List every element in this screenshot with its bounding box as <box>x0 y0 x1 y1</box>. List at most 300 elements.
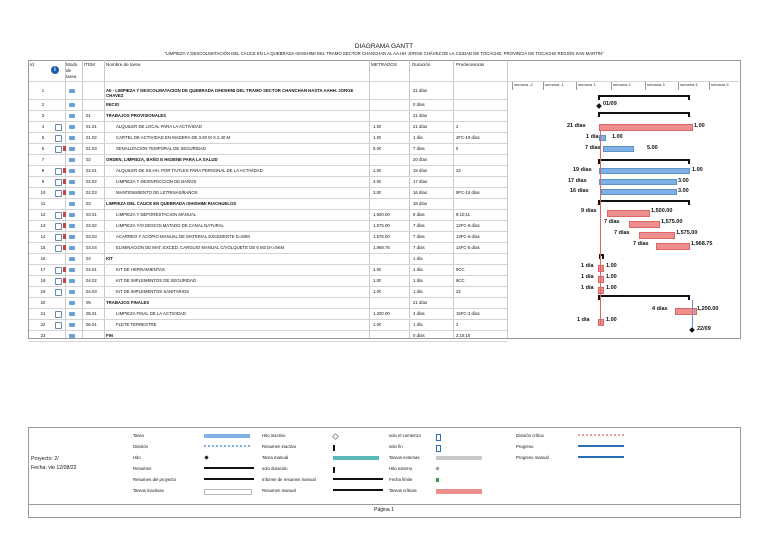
task-name: KIT <box>106 256 113 261</box>
duration-value: 0 días <box>413 102 425 107</box>
legend-label: Resumen manual <box>262 488 296 493</box>
task-bar <box>599 168 690 174</box>
person-icon <box>63 146 66 151</box>
week-label: semana 3 <box>645 82 665 90</box>
legend-swatch <box>578 456 624 458</box>
row-item: 04 <box>86 256 91 261</box>
row-item: 05 <box>86 300 91 305</box>
task-mode-icon <box>69 257 75 261</box>
duration-value: 4 días <box>413 311 425 316</box>
row-item: 06.01 <box>86 322 97 327</box>
task-mode-icon <box>69 114 75 118</box>
bar-duration-label: 7 días <box>614 230 630 236</box>
project-date: Fecha: vie 12/08/22 <box>31 465 77 471</box>
bar-value-label: 1.00 <box>606 285 617 291</box>
row-item: 01.02 <box>86 135 97 140</box>
row-item: 02.03 <box>86 190 97 195</box>
row-item: 05.01 <box>86 311 97 316</box>
legend-label: División crítica <box>516 433 544 438</box>
bar-value-label: 1.00 <box>694 123 705 129</box>
calendar-icon <box>55 245 62 252</box>
task-mode-icon <box>69 180 75 184</box>
bar-duration-label: 1 día <box>577 317 590 323</box>
calendar-icon <box>55 135 62 142</box>
calendar-icon <box>55 212 62 219</box>
calendar-icon <box>55 179 62 186</box>
legend-swatch <box>578 434 624 436</box>
task-mode-icon <box>69 279 75 283</box>
metrados-value: 1,200.00 <box>373 311 390 316</box>
task-mode-icon <box>69 169 75 173</box>
row-item: 03 <box>86 201 91 206</box>
critical-task-bar <box>598 265 604 272</box>
duration-value: 19 días <box>413 168 428 173</box>
row-id: 14 <box>40 234 46 239</box>
person-icon <box>63 168 66 173</box>
predecessor-value: 2;16;19 <box>456 333 471 338</box>
calendar-icon <box>55 289 62 296</box>
col-header-id: Id <box>30 62 34 67</box>
bar-value-label: 1.00 <box>692 167 703 173</box>
duration-value: 9 días <box>413 212 425 217</box>
calendar-icon <box>55 223 62 230</box>
legend-label: solo duración <box>262 466 288 471</box>
duration-value: 1 día <box>413 322 423 327</box>
row-divider <box>29 220 507 221</box>
task-name: CARTEL DE ACTIVIDAD EN MADERA DE 3.60 M X 2.40 M <box>116 135 231 140</box>
predecessor-value: 14FC-5 días <box>456 245 480 250</box>
row-item: 04.03 <box>86 289 97 294</box>
week-label: semana 5 <box>709 82 729 90</box>
legend-swatch <box>204 445 250 447</box>
task-mode-icon <box>69 125 75 129</box>
metrados-value: 5.00 <box>373 146 382 151</box>
bar-duration-label: 1 día <box>581 285 594 291</box>
row-divider <box>29 242 507 243</box>
legend-swatch <box>436 456 482 460</box>
task-name: KIT DE IMPLEMENTOS DE SEGURIDAD <box>116 278 197 283</box>
row-id: 23 <box>40 333 46 338</box>
legend-label: Tarea manual <box>262 455 289 460</box>
bar-value-label: 1,200.00 <box>697 306 719 312</box>
task-name: FLETE TERRESTRE <box>116 322 157 327</box>
critical-task-bar <box>599 124 693 131</box>
person-icon <box>63 267 66 272</box>
legend-label: Resumen <box>133 466 152 471</box>
row-divider <box>29 286 507 287</box>
task-mode-icon <box>69 191 75 195</box>
predecessor-value: 9;10;11 <box>456 212 471 217</box>
duration-value: 16 días <box>413 190 428 195</box>
row-id: 11 <box>40 201 46 206</box>
task-bar <box>599 179 677 185</box>
metrados-value: 1.00 <box>373 322 382 327</box>
task-name: ELIMINACION DE MAT. EXCED. CARGUIO MANUAL C/VOLQUETE DE 6 M3 D<=5KM <box>116 245 285 250</box>
row-divider <box>29 132 507 133</box>
info-icon: i <box>51 66 59 74</box>
task-mode-icon <box>69 136 75 140</box>
legend-label: Resumen inactivo <box>262 444 297 449</box>
duration-value: 1 día <box>413 256 423 261</box>
metrados-value: 1.00 <box>373 168 382 173</box>
legend-label: División <box>133 444 149 449</box>
row-id: 10 <box>40 190 46 195</box>
bar-duration-label: 9 días <box>581 208 597 214</box>
calendar-icon <box>55 267 62 274</box>
week-label: semana 1 <box>576 82 596 90</box>
bar-value-label: 1.00 <box>612 134 623 140</box>
person-icon <box>63 245 66 250</box>
legend-swatch <box>204 434 250 438</box>
row-item: 03.02 <box>86 223 97 228</box>
legend-swatch <box>204 489 252 495</box>
legend-label: Progreso manual <box>516 455 549 460</box>
row-id: 8 <box>41 168 45 173</box>
row-item: 01.03 <box>86 146 97 151</box>
header-divider <box>29 81 739 82</box>
row-divider <box>29 121 507 122</box>
predecessor-value: 22 <box>456 168 461 173</box>
bar-value-label: 1.00 <box>606 274 617 280</box>
metrados-value: 1,575.00 <box>373 223 390 228</box>
row-id: 22 <box>40 322 46 327</box>
predecessor-value: 4FC-19 días <box>456 135 480 140</box>
row-id: 16 <box>40 256 46 261</box>
bar-value-label: 1,500.00 <box>651 208 673 214</box>
critical-task-bar <box>639 232 675 239</box>
predecessor-value: 15FC-3 días <box>456 311 480 316</box>
row-divider <box>29 198 507 199</box>
duration-value: 18 días <box>413 201 428 206</box>
legend-label: Tareas inactivas <box>133 488 164 493</box>
calendar-icon <box>55 146 62 153</box>
week-label: semana -2 <box>512 82 533 90</box>
task-name: LIMPIEZA FINAL DE LA ACTIVIDAD <box>116 311 186 316</box>
task-name: LIMPIEZA DEL CAUCE EN QUEBRADA ISHISHIMI RIACHUELOS <box>106 201 237 206</box>
predecessor-value: 9CC <box>456 278 465 283</box>
row-divider <box>29 187 507 188</box>
legend-label: Progreso <box>516 444 534 449</box>
critical-task-bar <box>607 210 650 217</box>
row-id: 6 <box>41 146 45 151</box>
row-id: 20 <box>40 300 46 305</box>
legend-label: Tareas críticas <box>389 488 417 493</box>
row-id: 13 <box>40 223 46 228</box>
row-divider <box>29 297 507 298</box>
metrados-value: 1.00 <box>373 124 382 129</box>
week-label: semana 4 <box>678 82 698 90</box>
task-bar <box>603 146 634 152</box>
legend-swatch <box>333 445 335 451</box>
metrados-value: 1.00 <box>373 267 382 272</box>
row-id: 21 <box>40 311 46 316</box>
duration-value: 0 días <box>413 333 425 338</box>
legend-label: Tarea <box>133 433 144 438</box>
task-name: TRABAJOS FINALES <box>106 300 150 305</box>
row-divider <box>29 308 507 309</box>
row-item: 03.01 <box>86 212 97 217</box>
duration-value: 17 días <box>413 179 428 184</box>
predecessor-value: 12FC-8 días <box>456 223 480 228</box>
bar-duration-label: 21 días <box>567 123 586 129</box>
bar-duration-label: 4 días <box>652 306 668 312</box>
row-id: 1 <box>41 88 45 93</box>
bar-duration-label: 1 día <box>581 274 594 280</box>
bar-duration-label: 7 días <box>585 145 601 151</box>
row-divider <box>29 319 507 320</box>
metrados-value: 3.00 <box>373 179 382 184</box>
metrados-value: 3.00 <box>373 190 382 195</box>
end-date-label: 22/09 <box>697 326 711 332</box>
row-divider <box>29 209 507 210</box>
legend-label: Hito <box>133 455 141 460</box>
row-id: 18 <box>40 278 46 283</box>
row-divider <box>29 99 507 100</box>
critical-task-bar <box>629 221 660 228</box>
col-header-name: Nombre de tarea <box>106 62 141 67</box>
bar-duration-label: 7 días <box>633 241 649 247</box>
predecessor-value: 2 <box>456 322 459 327</box>
legend-label: Tareas externas <box>389 455 420 460</box>
task-name: SENALIZACION TEMPORAL DE SEGURIDAD <box>116 146 207 151</box>
week-label: semana -1 <box>543 82 564 90</box>
col-header-duracion: Duración <box>412 62 431 67</box>
duration-value: 1 día <box>413 289 423 294</box>
summary-bar <box>598 95 690 97</box>
bar-duration-label: 1 día <box>581 263 594 269</box>
dependency-line <box>600 130 601 325</box>
bar-duration-label: 19 días <box>573 167 592 173</box>
calendar-icon <box>55 278 62 285</box>
task-bar <box>601 189 677 195</box>
metrados-value: 1,575.00 <box>373 234 390 239</box>
summary-bar <box>598 295 690 297</box>
legend-label: Resumen del proyecto <box>133 477 176 482</box>
duration-value: 21 días <box>413 88 428 93</box>
metrados-value: 1.00 <box>373 135 382 140</box>
col-header-metrados: METRADOS <box>371 62 398 67</box>
task-mode-icon <box>69 312 75 316</box>
legend-swatch <box>436 445 441 452</box>
row-item: 04.01 <box>86 267 97 272</box>
bar-value-label: 1.00 <box>606 263 617 269</box>
row-item: 04.02 <box>86 278 97 283</box>
duration-value: 1 día <box>413 278 423 283</box>
task-mode-icon <box>69 213 75 217</box>
duration-value: 7 días <box>413 223 425 228</box>
bar-value-label: 3.00 <box>678 188 689 194</box>
critical-task-bar <box>598 319 604 326</box>
row-divider <box>29 110 507 111</box>
legend-swatch <box>436 478 439 482</box>
task-mode-icon <box>69 246 75 250</box>
task-name: ORDEN, LIMPIEZA, BAÑO E HIGIENE PARA LA SALUD <box>106 157 218 162</box>
bar-duration-label: 7 días <box>604 219 620 225</box>
row-id: 15 <box>40 245 46 250</box>
col-header-item: ITEM <box>84 62 95 67</box>
row-id: 12 <box>40 212 46 217</box>
legend-swatch <box>204 478 254 480</box>
task-mode-icon <box>69 235 75 239</box>
row-divider <box>29 176 507 177</box>
row-divider <box>29 341 507 342</box>
row-id: 17 <box>40 267 46 272</box>
task-mode-icon <box>69 158 75 162</box>
duration-value: 21 días <box>413 113 428 118</box>
summary-bar <box>598 200 690 202</box>
gantt-subtitle: "LIMPIEZA Y DESCOLMATACIÓN DEL CAUCE EN LA QUEBRADA ISHISHIMI DEL TRAMO SECTOR CHANCHAN AL AA.HH JORGE CHÁVEZ DE LA CIUDAD DE TOCACHE, PROVINCIA DE TOCACHE REGIÓN SAN MARTÍN" <box>164 51 604 56</box>
legend-swatch <box>204 467 254 469</box>
person-icon <box>63 179 66 184</box>
predecessor-value: 9CC <box>456 267 465 272</box>
duration-value: 7 días <box>413 234 425 239</box>
bar-value-label: 1,968.75 <box>691 241 713 247</box>
row-id: 19 <box>40 289 46 294</box>
legend-swatch <box>333 467 335 473</box>
person-icon <box>63 223 66 228</box>
legend-swatch <box>578 445 624 447</box>
person-icon <box>63 212 66 217</box>
row-divider <box>29 154 507 155</box>
bar-duration-label: 17 días <box>568 178 587 184</box>
duration-value: 1 día <box>413 267 423 272</box>
legend-label: Fecha límite <box>389 477 413 482</box>
critical-task-bar <box>656 243 690 250</box>
duration-value: 21 días <box>413 124 428 129</box>
task-mode-icon <box>69 301 75 305</box>
predecessor-value: 22 <box>456 289 461 294</box>
task-mode-icon <box>69 334 75 338</box>
calendar-icon <box>55 322 62 329</box>
task-name: LIMPIEZA Y DESINFECCION DE BAÑOS <box>116 179 197 184</box>
bar-value-label: 3.00 <box>678 178 689 184</box>
task-name: LIMPIEZA Y/O DESCOLMATADO DE CANAL NATURAL <box>116 223 224 228</box>
legend-label: solo fin <box>389 444 403 449</box>
calendar-icon <box>55 190 62 197</box>
person-icon <box>63 234 66 239</box>
bar-duration-label: 16 días <box>570 188 589 194</box>
legend-swatch <box>333 489 383 491</box>
task-name: KIT DE IMPLEMENTOS SANITARIOS <box>116 289 190 294</box>
legend-swatch <box>333 456 379 460</box>
gantt-title: DIAGRAMA GANTT <box>354 43 414 50</box>
task-name: AII - LIMPIEZA Y DESCOLMATACION DE QUEBRADA ISHISHIMI DEL TRAMO SECTOR CHANCHAN HASTA AAHH. JORGE CHAVEZ <box>106 88 354 98</box>
row-divider <box>29 330 507 331</box>
row-divider <box>29 264 507 265</box>
legend-label: Hito inactivo <box>262 433 286 438</box>
row-item: 01 <box>86 113 91 118</box>
task-name: ALQUILER DE SS.HH. POR TAITLES PARA PERSONAL DE LA ACTIVIDAD <box>116 168 263 173</box>
legend-label: Hito externo <box>389 466 413 471</box>
duration-value: 21 días <box>413 300 428 305</box>
row-item: 02 <box>86 157 91 162</box>
row-id: 9 <box>41 179 45 184</box>
project-label: Proyecto: 2/ <box>31 456 59 462</box>
start-date-label: 01/09 <box>603 101 617 107</box>
task-name: FIN <box>106 333 113 338</box>
bar-duration-label: 1 día <box>586 134 599 140</box>
row-divider <box>29 231 507 232</box>
dependency-line <box>692 300 693 328</box>
task-mode-icon <box>69 268 75 272</box>
task-name: TRABAJOS PROVISIONALES <box>106 113 167 118</box>
legend-swatch <box>436 489 482 494</box>
col-divider <box>507 60 508 338</box>
calendar-icon <box>55 168 62 175</box>
predecessor-value: 2 <box>456 124 459 129</box>
col-header-predecesoras: Predecesoras <box>456 62 485 67</box>
week-label: semana 2 <box>611 82 631 90</box>
metrados-value: 1.00 <box>373 289 382 294</box>
metrados-value: 1,500.00 <box>373 212 390 217</box>
metrados-value: 1,968.75 <box>373 245 390 250</box>
duration-value: 1 día <box>413 135 423 140</box>
task-name: LIMPIEZA Y DEFORESTACION MANUAL <box>116 212 197 217</box>
row-id: 5 <box>41 135 45 140</box>
task-name: ALQUILER DE LOCAL PARA LA ACTIVIDAD <box>116 124 202 129</box>
row-divider <box>29 253 507 254</box>
summary-bar <box>598 112 690 114</box>
calendar-icon <box>55 311 62 318</box>
predecessor-value: 9FC-16 días <box>456 190 480 195</box>
duration-value: 20 días <box>413 157 428 162</box>
row-item: 03.04 <box>86 245 97 250</box>
row-id: 2 <box>41 102 45 107</box>
task-name: INICIO <box>106 102 120 107</box>
predecessor-value: 13FC-6 días <box>456 234 480 239</box>
col-header-mode: Modo de tarea <box>66 62 78 79</box>
task-mode-icon <box>69 103 75 107</box>
task-mode-icon <box>69 323 75 327</box>
row-item: 03.03 <box>86 234 97 239</box>
bar-value-label: 5.00 <box>647 145 658 151</box>
row-divider <box>29 165 507 166</box>
legend-swatch <box>436 434 441 441</box>
row-id: 3 <box>41 113 45 118</box>
page-number: Página 1 <box>374 507 394 513</box>
row-divider <box>29 143 507 144</box>
person-icon <box>63 278 66 283</box>
critical-task-bar <box>598 276 604 283</box>
bar-value-label: 1.00 <box>606 317 617 323</box>
person-icon <box>63 190 66 195</box>
calendar-icon <box>55 124 62 131</box>
duration-value: 7 días <box>413 146 425 151</box>
row-divider <box>29 275 507 276</box>
calendar-icon <box>55 234 62 241</box>
task-name: MANTENIMIENTO DE LETRINAS/BAÑOS <box>116 190 198 195</box>
critical-task-bar <box>675 308 697 315</box>
legend-label: Informe de resumen manual <box>262 477 316 482</box>
task-mode-icon <box>69 224 75 228</box>
row-item: 02.02 <box>86 179 97 184</box>
bar-value-label: 1,575.00 <box>661 219 683 225</box>
task-mode-icon <box>69 290 75 294</box>
task-mode-icon <box>69 202 75 206</box>
task-name: KIT DE HERRAMIENTAS <box>116 267 165 272</box>
legend-label: solo el comienzo <box>389 433 422 438</box>
predecessor-value: 5 <box>456 146 459 151</box>
task-name: ACARREO Y ACOPIO MANUAL DE MATERIAL EXCEDENTE D=50M <box>116 234 250 239</box>
row-item: 01.01 <box>86 124 97 129</box>
critical-task-bar <box>598 287 604 294</box>
task-mode-icon <box>69 89 75 93</box>
duration-value: 7 días <box>413 245 425 250</box>
row-item: 02.01 <box>86 168 97 173</box>
summary-bar <box>598 159 690 161</box>
task-mode-icon <box>69 147 75 151</box>
row-id: 4 <box>41 124 45 129</box>
